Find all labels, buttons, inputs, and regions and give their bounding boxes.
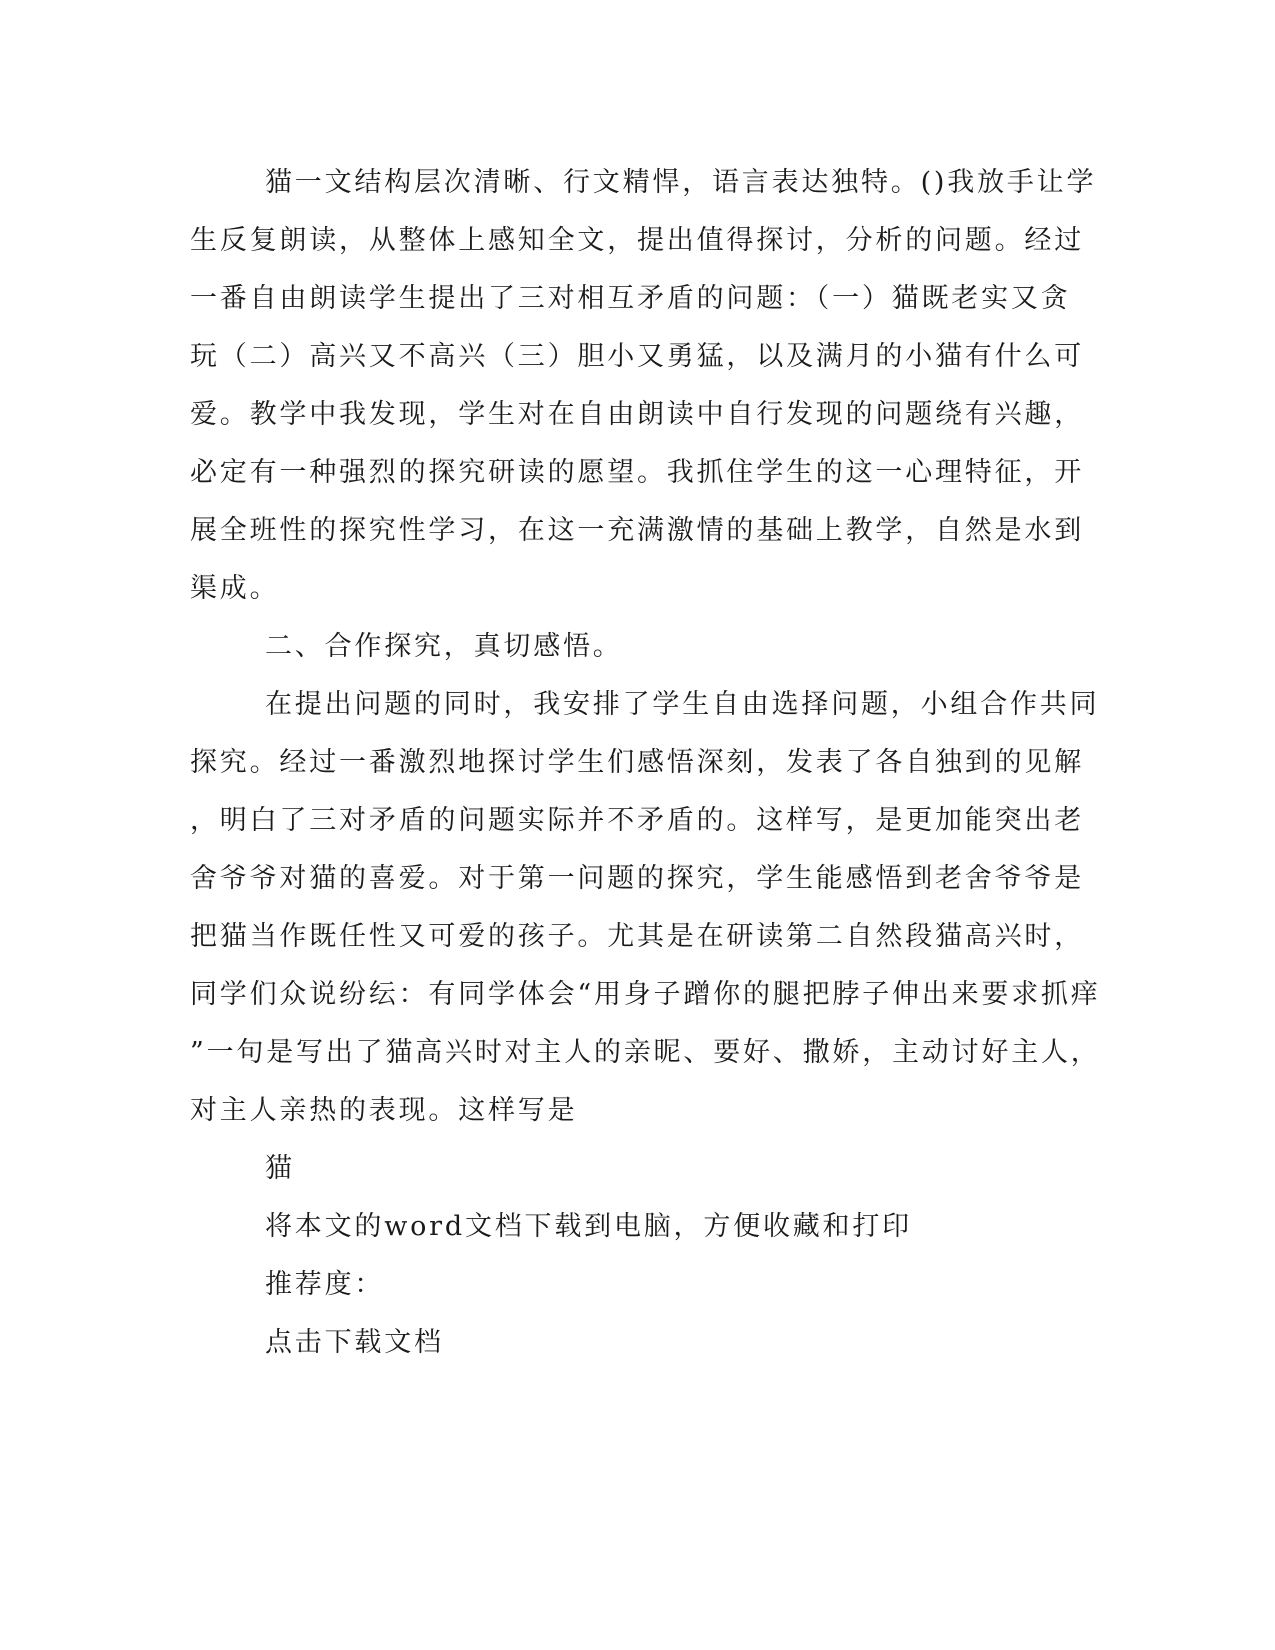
- section-heading: 二、合作探究，真切感悟。: [265, 631, 623, 662]
- paragraph-2-line-6: 同学们众说纷纭：有同学体会“用身子蹭你的腿把脖子伸出来要求抓痒: [190, 979, 1101, 1010]
- paragraph-1-line-6: 必定有一种强烈的探究研读的愿望。我抓住学生的这一心理特征，开: [190, 457, 1084, 488]
- paragraph-2-line-1: 在提出问题的同时，我安排了学生自由选择问题，小组合作共同: [265, 689, 1100, 720]
- paragraph-1-line-2: 生反复朗读，从整体上感知全文，提出值得探讨，分析的问题。经过: [190, 225, 1084, 256]
- download-link[interactable]: 点击下载文档: [265, 1327, 444, 1358]
- paragraph-2-line-3: ，明白了三对矛盾的问题实际并不矛盾的。这样写，是更加能突出老: [190, 805, 1084, 836]
- paragraph-2-line-8: 对主人亲热的表现。这样写是: [190, 1095, 578, 1126]
- paragraph-2-line-5: 把猫当作既任性又可爱的孩子。尤其是在研读第二自然段猫高兴时，: [190, 921, 1084, 952]
- download-note: 将本文的word文档下载到电脑，方便收藏和打印: [265, 1211, 912, 1242]
- recommend-label: 推荐度：: [265, 1269, 385, 1300]
- paragraph-2-line-4: 舍爷爷对猫的喜爱。对于第一问题的探究，学生能感悟到老舍爷爷是: [190, 863, 1084, 894]
- paragraph-1-line-4: 玩（二）高兴又不高兴（三）胆小又勇猛，以及满月的小猫有什么可: [190, 341, 1084, 372]
- paragraph-1-line-5: 爱。教学中我发现，学生对在自由朗读中自行发现的问题绕有兴趣，: [190, 399, 1084, 430]
- paragraph-1-line-7: 展全班性的探究性学习，在这一充满激情的基础上教学，自然是水到: [190, 515, 1084, 546]
- document-title: 猫: [265, 1153, 295, 1184]
- paragraph-1-line-8: 渠成。: [190, 573, 280, 604]
- paragraph-1-line-1: 猫一文结构层次清晰、行文精悍，语言表达独特。()我放手让学: [265, 167, 1097, 198]
- paragraph-2-line-2: 探究。经过一番激烈地探讨学生们感悟深刻，发表了各自独到的见解: [190, 747, 1084, 778]
- paragraph-1-line-3: 一番自由朗读学生提出了三对相互矛盾的问题：（一）猫既老实又贪: [190, 283, 1071, 314]
- paragraph-2-line-7: ”一句是写出了猫高兴时对主人的亲昵、要好、撒娇，主动讨好主人，: [190, 1037, 1101, 1068]
